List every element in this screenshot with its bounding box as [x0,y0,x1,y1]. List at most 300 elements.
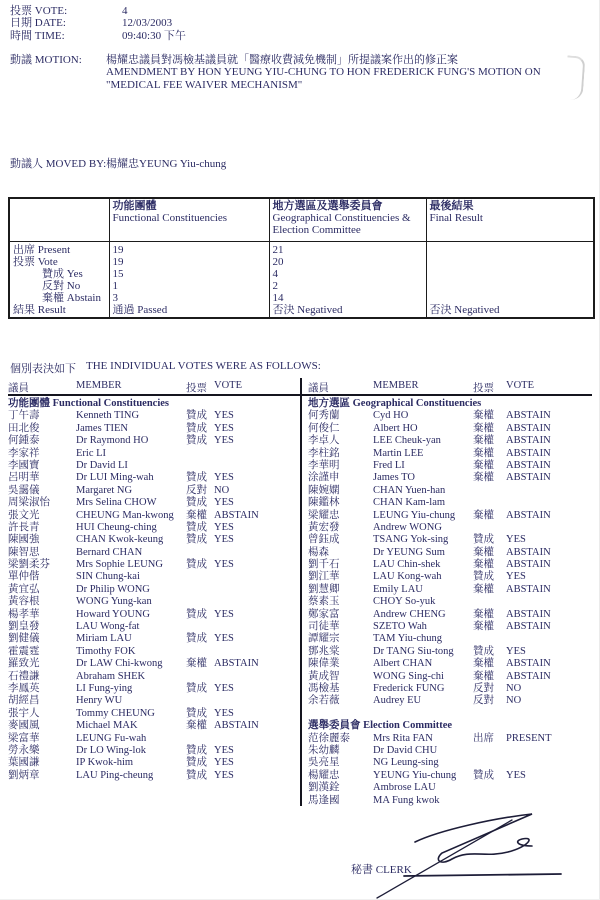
member-name-en: Dr Raymond HO [76,435,149,447]
member-name-en: Cyd HO [373,410,409,422]
member-name-zh: 田北俊 [8,422,40,434]
vote-row [0,423,298,435]
member-name-en: Frederick FUNG [373,682,445,694]
member-name-zh: 鄭家富 [308,608,340,620]
summary-cell-final [426,268,594,280]
member-name-en: Andrew CHENG [373,608,446,620]
vote-row [302,646,600,658]
vote-row [0,609,298,621]
vote-row [0,671,298,683]
vote-value-en: ABSTAIN [506,658,551,670]
member-name-zh: 單仲偕 [8,571,40,583]
vote-value-zh: 棄權 [473,447,494,459]
member-name-en: Dr LUI Ming-wah [76,472,154,484]
vote-header-zh: 投票 [186,383,207,394]
vote-section-title-text [308,398,481,410]
vote-value-zh: 贊成 [186,497,207,509]
vote-value-en: NO [506,695,522,707]
member-name-zh: 石禮謙 [8,670,40,682]
member-name-en: Dr LO Wing-lok [76,744,146,756]
summary-col-header [109,198,269,242]
summary-row-label: 棄權 Abstain [42,292,101,305]
meta-row [10,17,186,29]
member-name-en: LAU Ping-cheung [76,769,154,781]
member-name-en: LEE Cheuk-yan [373,435,441,447]
summary-cell-final: 否決 Negatived [426,304,594,317]
member-name-en: NG Leung-sing [373,757,439,769]
member-name-en: Audrey EU [373,695,422,707]
scan-artifact [564,55,585,100]
vote-value-en: YES [214,608,234,620]
vote-value-en: YES [214,497,234,509]
vote-value-en: NO [506,682,522,694]
vote-value-zh: 贊成 [186,608,207,620]
member-name-en: SZETO Wah [373,621,427,633]
vote-value-en: YES [214,682,234,694]
member-name-zh: 譚耀宗 [308,633,340,645]
member-name-zh: 李卓人 [308,435,340,447]
vote-row [0,472,298,484]
vote-row [302,757,600,769]
summary-row-label: 贊成 Yes [42,268,83,281]
vote-value-zh: 贊成 [186,435,207,447]
member-name-zh: 鄧兆棠 [308,645,340,657]
moved-by-label: 動議人 MOVED BY: [10,158,107,170]
vote-value-zh: 棄權 [473,621,494,633]
member-name-zh: 司徒華 [308,621,340,633]
member-name-en: CHAN Yuen-han [373,484,446,496]
member-name-en: SIN Chung-kai [76,571,140,583]
vote-row [302,633,600,645]
vote-row [0,621,298,633]
vote-value-en: ABSTAIN [506,459,551,471]
vote-row [0,596,298,608]
member-name-zh: 李家祥 [8,447,40,459]
vote-value-zh: 贊成 [186,633,207,645]
member-name-en: Margaret NG [76,484,133,496]
vote-value-zh: 棄權 [473,546,494,558]
member-name-en: CHAN Kam-lam [373,497,446,509]
member-name-en: Andrew WONG [373,521,442,533]
vote-value-en: YES [214,422,234,434]
member-name-en: Martin LEE [373,447,424,459]
summary-cell-functional: 15 [109,268,269,280]
member-name-zh: 楊孝華 [8,608,40,620]
member-name-en: TSANG Yok-sing [373,534,449,546]
member-name-zh: 劉炳章 [8,769,40,781]
vote-row [302,547,600,559]
vote-row [302,460,600,472]
votes-col-header-right [302,380,600,393]
vote-value-zh: 棄權 [186,509,207,521]
vote-row [0,522,298,534]
vote-row [302,485,600,497]
member-name-en: Dr YEUNG Sum [373,546,445,558]
vote-row [302,435,600,447]
vote-section-title-text [8,398,169,410]
member-name-zh: 陳智思 [8,546,40,558]
vote-value-zh: 贊成 [186,707,207,719]
member-name-zh: 范徐麗泰 [308,732,350,744]
member-name-zh: 劉千石 [308,559,340,571]
vote-value-zh: 贊成 [186,757,207,769]
member-name-en: CHEUNG Man-kwong [76,509,174,521]
member-name-zh: 李國寶 [8,459,40,471]
vote-value-zh: 贊成 [186,559,207,571]
vote-value-en: PRESENT [506,732,552,744]
member-name-en: Dr Philip WONG [76,583,150,595]
vote-value-en: YES [506,534,526,546]
vote-value-zh: 贊成 [186,534,207,546]
vote-value-zh: 棄權 [473,472,494,484]
vote-value-zh: 棄權 [473,583,494,595]
vote-row [0,510,298,522]
summary-body [9,242,594,318]
meta-value: 12/03/2003 [122,17,173,30]
vote-value-zh: 贊成 [473,534,494,546]
vote-row [0,720,298,732]
vote-value-zh: 棄權 [473,422,494,434]
member-name-zh: 陳鑑林 [308,497,340,509]
vote-value-zh: 贊成 [186,410,207,422]
vote-section-title [302,720,600,732]
member-name-en: Bernard CHAN [76,546,143,558]
summary-cell-geographical: 2 [269,280,426,292]
member-name-zh: 李鳳英 [8,682,40,694]
summary-col-header-zh: 最後結果 [429,200,474,212]
member-name-en: Emily LAU [373,583,423,595]
member-name-en: Timothy FOK [76,645,136,657]
meta-row [10,30,186,42]
member-name-en: LAU Chin-shek [373,559,441,571]
vote-value-zh: 贊成 [473,645,494,657]
vote-row [0,448,298,460]
summary-cell-final [426,256,594,268]
vote-row [302,423,600,435]
vote-row [302,410,600,422]
vote-value-zh: 棄權 [186,658,207,670]
member-name-en: LI Fung-ying [76,682,133,694]
member-name-en: WONG Sing-chi [373,670,444,682]
summary-row [9,280,594,292]
member-name-en: Kenneth TING [76,410,140,422]
motion-row [10,54,576,91]
summary-col-header [9,198,109,242]
vote-row [302,448,600,460]
vote-row [0,534,298,546]
member-name-en: HUI Cheung-ching [76,521,157,533]
member-name-en: Henry WU [76,695,123,707]
member-name-en: WONG Yung-kan [76,596,152,608]
vote-row [302,497,600,509]
vote-value-en: ABSTAIN [506,447,551,459]
member-name-en: James TIEN [76,422,129,434]
vote-value-zh: 棄權 [473,670,494,682]
member-name-zh: 何俊仁 [308,422,340,434]
vote-row [302,559,600,571]
member-name-en: LAU Kong-wah [373,571,442,583]
vote-value-en: NO [214,484,230,496]
summary-row [9,268,594,280]
vote-row [302,770,600,782]
member-name-zh: 陳國強 [8,534,40,546]
section-title-zh: 選舉委員會 [308,720,361,732]
member-name-en: James TO [373,472,415,484]
vote-value-en: YES [214,410,234,422]
member-name-en: Tommy CHEUNG [76,707,155,719]
member-name-en: CHOY So-yuk [373,596,436,608]
vote-value-en: ABSTAIN [506,422,551,434]
summary-row [9,242,594,257]
member-name-zh: 吳靄儀 [8,484,40,496]
vote-row [0,410,298,422]
summary-cell-functional: 1 [109,280,269,292]
vote-row [0,584,298,596]
vote-row [0,658,298,670]
vote-value-zh: 反對 [473,695,494,707]
vote-value-en: YES [214,472,234,484]
member-name-en: Eric LI [76,447,107,459]
vote-value-zh: 贊成 [186,769,207,781]
vote-header-zh: 投票 [473,383,494,394]
vote-row [302,683,600,695]
member-name-zh: 呂明華 [8,472,40,484]
summary-cell-final [426,292,594,304]
member-name-zh: 李柱銘 [308,447,340,459]
vote-value-en: ABSTAIN [506,546,551,558]
member-name-en: Mrs Rita FAN [373,732,433,744]
vote-row [302,609,600,621]
vote-row [302,596,600,608]
vote-value-en: ABSTAIN [506,559,551,571]
votes-left-column [0,398,298,782]
vote-value-zh: 贊成 [186,744,207,756]
vote-value-zh: 贊成 [186,472,207,484]
vote-value-en: YES [214,757,234,769]
member-name-zh: 麥國風 [8,720,40,732]
vote-row [302,571,600,583]
vote-value-zh: 反對 [186,484,207,496]
vote-row [0,460,298,472]
summary-col-header-zh: 功能團體 [112,200,157,212]
vote-row [302,510,600,522]
vote-value-en: ABSTAIN [506,583,551,595]
vote-value-en: YES [506,645,526,657]
summary-col-header-en: Functional Constituencies [112,212,228,225]
member-name-zh: 劉漢銓 [308,782,340,794]
member-name-zh: 馬逢國 [308,794,340,806]
meta-label: 時間 TIME: [10,29,65,42]
motion-line: AMENDMENT BY HON YEUNG YIU-CHUNG TO HON FREDERICK FUNG'S MOTION ON [106,66,541,79]
vote-row [0,646,298,658]
member-header-en: MEMBER [76,380,122,391]
member-name-zh: 吳亮星 [308,757,340,769]
member-name-en: Dr David LI [76,459,128,471]
member-header-zh: 議員 [8,383,29,394]
vote-value-en: YES [506,769,526,781]
vote-value-en: YES [506,571,526,583]
moved-by-row [10,155,226,171]
member-name-en: Howard YOUNG [76,608,150,620]
vote-row [0,547,298,559]
vote-value-zh: 棄權 [473,509,494,521]
member-name-en: LAU Wong-fat [76,621,140,633]
member-name-zh: 楊森 [308,546,329,558]
meta-value: 4 [122,5,128,17]
summary-cell-geographical: 4 [269,268,426,280]
member-name-zh: 余若薇 [308,695,340,707]
vote-row [0,559,298,571]
vote-row [302,534,600,546]
vote-row [0,633,298,645]
vote-value-en: ABSTAIN [506,621,551,633]
member-name-zh: 張宇人 [8,707,40,719]
vote-value-en: YES [214,559,234,571]
individual-votes-heading-en: THE INDIVIDUAL VOTES WERE AS FOLLOWS: [86,360,321,372]
clerk-signature [280,790,580,900]
summary-cell-functional: 通過 Passed [109,304,269,317]
summary-cell-geographical: 14 [269,292,426,304]
member-name-zh: 梁富華 [8,732,40,744]
member-name-en: LEUNG Fu-wah [76,732,147,744]
summary-row-label: 反對 No [42,280,81,293]
member-name-zh: 周梁淑怡 [8,497,50,509]
meta-label: 日期 DATE: [10,17,66,30]
member-name-en: YEUNG Yiu-chung [373,769,457,781]
vote-value-zh: 棄權 [473,459,494,471]
vote-value-en: ABSTAIN [214,658,259,670]
summary-cell-final [426,280,594,292]
vote-row [302,671,600,683]
summary-row-label: 結果 Result [13,304,66,317]
vote-row [302,621,600,633]
votes-right-column [302,398,600,807]
summary-cell-functional: 3 [109,292,269,304]
vote-value-en: YES [214,521,234,533]
vote-value-zh: 贊成 [473,571,494,583]
motion-label: 動議 MOTION: [10,54,82,66]
member-name-zh: 劉慧卿 [308,583,340,595]
vote-row [0,770,298,782]
vote-row [0,683,298,695]
meta-label: 投票 VOTE: [10,5,68,17]
vote-value-en: ABSTAIN [506,435,551,447]
member-name-zh: 梁劉柔芬 [8,559,50,571]
vote-value-zh: 棄權 [473,559,494,571]
summary-row [9,304,594,317]
member-name-zh: 許長青 [8,521,40,533]
vote-value-en: YES [214,707,234,719]
member-name-zh: 黃容根 [8,596,40,608]
vote-row [0,745,298,757]
member-name-en: Mrs Selina CHOW [76,497,157,509]
motion-line: 楊耀忠議員對馮檢基議員就「醫療收費減免機制」所提議案作出的修正案 [106,54,458,66]
member-name-zh: 何秀蘭 [308,410,340,422]
vote-value-en: ABSTAIN [214,720,259,732]
vote-value-en: ABSTAIN [506,410,551,422]
member-name-en: IP Kwok-him [76,757,134,769]
vote-header-en: VOTE [214,380,242,391]
member-name-zh: 陳婉嫻 [308,484,340,496]
member-name-zh: 黃宜弘 [8,583,40,595]
summary-header-row [9,198,594,242]
motion-line: "MEDICAL FEE WAIVER MECHANISM" [106,78,303,91]
vote-row [0,708,298,720]
summary-head [9,198,594,242]
member-name-en: LEUNG Yiu-chung [373,509,456,521]
summary-row [9,256,594,268]
vote-value-en: YES [214,744,234,756]
summary-cell-geographical: 20 [269,256,426,268]
member-name-zh: 馮檢基 [308,682,340,694]
vote-row [0,695,298,707]
vote-value-zh: 棄權 [473,410,494,422]
vote-row [302,522,600,534]
vote-value-en: YES [214,435,234,447]
vote-value-en: ABSTAIN [214,509,259,521]
member-name-en: Abraham SHEK [76,670,146,682]
vote-row [302,745,600,757]
summary-col-header [269,198,426,242]
vote-row [0,757,298,769]
meta-row [10,5,186,17]
vote-section-title [0,398,298,410]
clerk-label: 秘書 CLERK [351,864,412,876]
summary-col-header-zh: 地方選區及選舉委員會 [272,200,383,212]
vote-row [0,571,298,583]
member-name-en: Dr David CHU [373,744,438,756]
section-title-en: Geographical Constituencies [352,398,482,409]
vote-value-zh: 贊成 [186,682,207,694]
vote-value-zh: 贊成 [186,521,207,533]
member-name-zh: 曾鈺成 [308,534,340,546]
summary-table [8,197,595,319]
member-name-en: CHAN Kwok-keung [76,534,164,546]
vote-row [302,658,600,670]
member-name-en: Dr TANG Siu-tong [373,645,454,657]
vote-value-en: ABSTAIN [506,509,551,521]
member-name-zh: 霍震霆 [8,645,40,657]
vote-row [0,435,298,447]
member-name-zh: 陳偉業 [308,658,340,670]
vote-row [302,584,600,596]
member-name-zh: 胡經昌 [8,695,40,707]
vote-row [302,695,600,707]
vote-header-en: VOTE [506,380,534,391]
summary-row-label: 出席 Present [13,244,71,256]
summary-col-header [426,198,594,242]
individual-votes-heading-zh: 個別表決如下 [10,363,76,375]
member-name-en: TAM Yiu-chung [373,633,443,645]
member-name-zh: 楊耀忠 [308,769,340,781]
summary-col-header-en: Geographical Constituencies & Election Committee [272,212,411,237]
votes-col-header-left [0,380,298,393]
vote-value-en: ABSTAIN [506,608,551,620]
summary-cell-geographical: 否決 Negatived [269,304,426,317]
vote-value-zh: 贊成 [473,769,494,781]
member-name-zh: 黃成智 [308,670,340,682]
member-name-zh: 涂謹申 [308,472,340,484]
vote-value-zh: 反對 [473,682,494,694]
member-name-zh: 李華明 [308,459,340,471]
vote-value-zh: 棄權 [186,720,207,732]
summary-cell-final [426,242,594,257]
summary-col-header-en: Final Result [429,212,483,225]
vote-value-en: ABSTAIN [506,670,551,682]
member-name-zh: 勞永樂 [8,744,40,756]
member-name-en: Mrs Sophie LEUNG [76,559,163,571]
summary-cell-geographical: 21 [269,242,426,257]
